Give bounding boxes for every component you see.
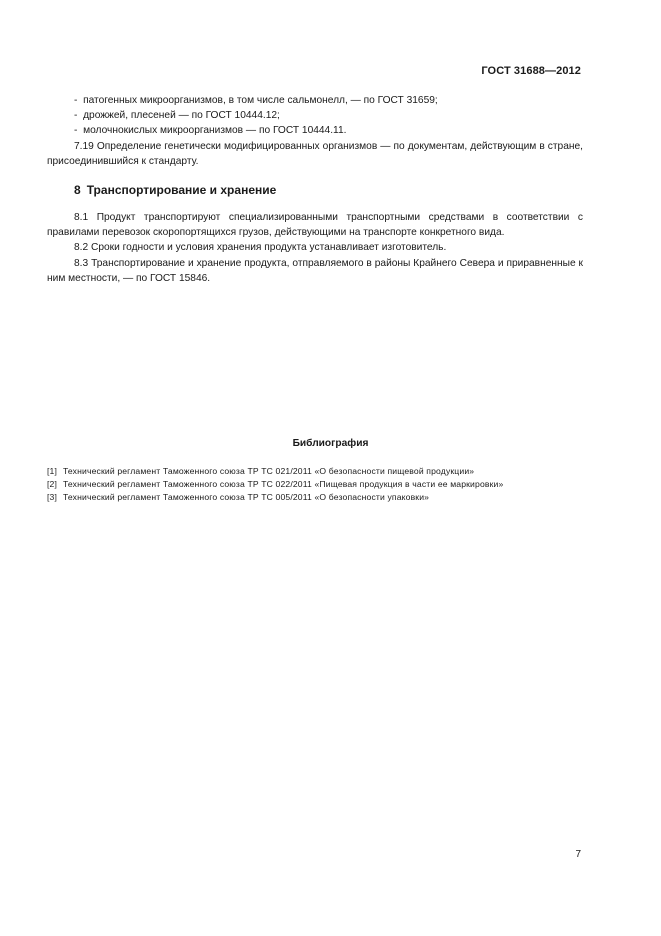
clause-8-1: 8.1 Продукт транспортируют специализированными транспортными средствами в соответствии с правилами перевозок скоропортящихся грузов, действующими на транспорте конкретного вида. (47, 212, 583, 239)
bibliography-ref: [1] (47, 466, 58, 476)
list-item-marker: - (74, 110, 78, 122)
section-number: 8 (74, 183, 81, 198)
standard-code-header: ГОСТ 31688—2012 (481, 65, 581, 77)
bibliography-text: Технический регламент Таможенного союза ТР ТС 021/2011 «О безопасности пищевой продукции» (63, 466, 475, 476)
bibliography-entry (47, 478, 583, 491)
bibliography-entry (47, 491, 583, 504)
bibliography-list (47, 465, 583, 505)
bibliography-text: Технический регламент Таможенного союза ТР ТС 005/2011 «О безопасности упаковки» (63, 492, 430, 503)
bibliography-text: Технический регламент Таможенного союза ТР ТС 022/2011 «Пищевая продукция в части ее маркировки» (63, 479, 504, 490)
clause-8-3: 8.3 Транспортирование и хранение продукта, отправляемого в районы Крайнего Севера и приравненные к ним местности, — по ГОСТ 15846. (47, 257, 583, 284)
section-heading (74, 182, 583, 198)
list-item-text: молочнокислых микроорганизмов — по ГОСТ 10444.11. (83, 125, 347, 137)
list-item (47, 93, 583, 108)
bibliography-ref: [2] (47, 479, 58, 490)
list-item-marker: - (74, 95, 78, 106)
list-item-marker: - (74, 125, 78, 137)
section-title: Транспортирование и хранение (86, 183, 277, 198)
clause-8-2: 8.2 Сроки годности и условия хранения продукта устанавливает изготовитель. (74, 242, 447, 254)
document-body (47, 93, 583, 286)
bibliography-title: Библиография (292, 438, 369, 449)
list-item (47, 108, 583, 123)
clause-7-19: 7.19 Определение генетически модифицированных организмов — по документам, действующим в стране, присоединившийся к стандарту. (47, 140, 583, 167)
bibliography-ref: [3] (47, 492, 58, 503)
list-item-text: дрожжей, плесеней — по ГОСТ 10444.12; (83, 110, 280, 122)
list-item-text: патогенных микроорганизмов, в том числе сальмонелл, — по ГОСТ 31659; (83, 95, 438, 106)
page-number: 7 (575, 849, 581, 860)
bibliography-entry (47, 465, 583, 478)
list-item (47, 123, 583, 138)
